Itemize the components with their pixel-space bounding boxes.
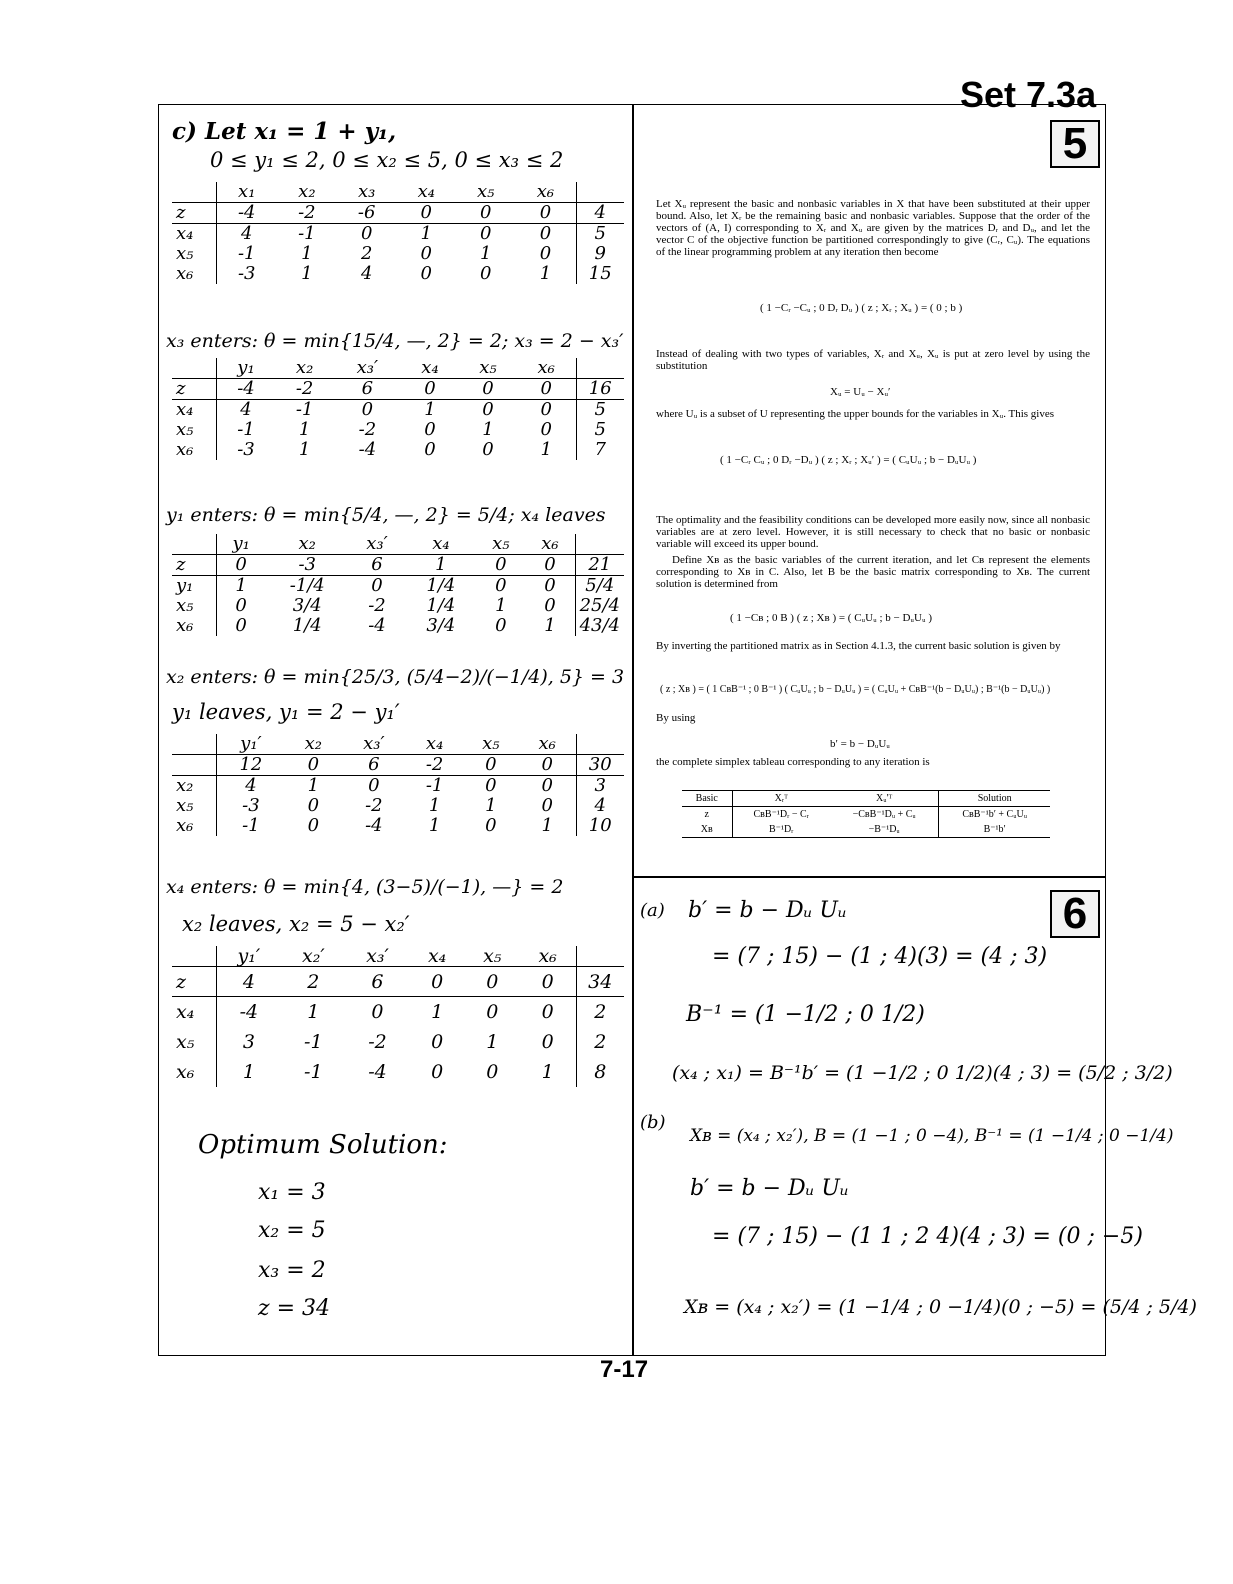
tableau-4 [172,734,624,836]
cell: x₅ [172,244,216,264]
cell: x₁ [216,182,277,203]
printed-equation-6: b′ = b − DᵤUᵤ [830,738,890,750]
cell: x₄ [397,182,456,203]
cell: 7 [576,440,624,460]
cell [172,755,216,776]
cell: 0 [216,555,266,576]
cell: 0 [540,399,552,420]
table-row [172,967,624,997]
cell: z [682,807,732,823]
table-row [172,420,624,440]
problem-6-box [1050,890,1100,938]
table-row [682,791,1050,807]
cell: 0 [495,615,507,636]
step-2-text: y₁ enters: θ = min{5/4, —, 2} = 5/4; x₄ leaves [166,504,606,526]
cell [172,358,216,379]
cell: -4 [216,379,275,400]
cell: 0 [539,223,552,244]
cell: 1 [298,419,311,440]
cell: -1 [237,419,255,440]
cell: 1 [431,1000,444,1023]
cell: y₁ [216,534,266,555]
cell: 0 [371,1000,384,1023]
cell: 0 [479,263,492,284]
cell: 0 [410,967,465,997]
cell: 34 [576,967,624,997]
step-3b-text: y₁ leaves, y₁ = 2 − y₁′ [172,700,400,724]
cell: 0 [456,203,515,224]
table-row [172,1027,624,1057]
tableau-1-header [172,182,624,203]
table-row [172,264,624,284]
cell: 6 [349,555,406,576]
printed-paragraph-4: The optimality and the feasibility conditions can be developed more easily now, since all nonbasic variables are at zero level. However, it is still necessary to check that no basic or nonbasic variable will exceed its upper bound. [656,514,1090,550]
cell: 25/4 [575,596,624,616]
cell: x₄ [410,946,465,967]
table-row [172,997,624,1027]
cell: x₂ [266,534,349,555]
cell: x₆ [172,616,216,636]
cell: 4 [360,263,373,284]
step-3a-text: x₂ enters: θ = min{25/3, (5/4−2)/(−1/4), 5} = 3 [166,666,625,688]
cell: 0 [476,555,525,576]
tableau-4-header [172,734,624,755]
tableau-2-header [172,358,624,379]
cell: 1 [301,243,313,264]
printed-equation-2: Xᵤ = Uᵤ − Xᵤ′ [830,386,891,398]
cell: -2 [358,419,377,440]
cell: 0 [420,243,432,264]
cell: 2 [576,997,624,1027]
table-row [172,224,624,245]
tableau-3 [172,534,624,636]
column-divider [632,104,634,1356]
cell: 1 [428,815,441,836]
cell: x₄ [401,358,459,379]
part-b-line-4: Xʙ = (x₄ ; x₂′) = (1 −1/4 ; 0 −1/4)(0 ; −5) = (5/4 ; 5/4) [684,1296,1197,1318]
cell: 1 [540,439,552,460]
cell: 1/4 [292,615,322,636]
cell: 15 [576,264,624,284]
cell: Basic [682,791,732,807]
cell: x₅ [463,734,519,755]
left-constraints: 0 ≤ y₁ ≤ 2, 0 ≤ x₂ ≤ 5, 0 ≤ x₃ ≤ 2 [210,148,564,172]
set-title: Set 7.3a [960,74,1097,115]
part-b-label: (b) [640,1112,666,1133]
solution-x3: x₃ = 2 [258,1258,326,1283]
cell: −B⁻¹Dᵤ [830,822,939,838]
cell: -2 [368,1030,387,1053]
cell: 1 [486,1030,499,1053]
cell: 0 [431,1030,444,1053]
cell: x₅ [172,420,216,440]
cell: x₆ [172,816,216,836]
printed-paragraph-7: By using [656,712,696,724]
cell: 1 [485,795,497,816]
cell [576,358,624,379]
cell: 1 [307,775,320,796]
cell [576,182,624,203]
cell: x₃′ [345,946,409,967]
cell: 0 [420,263,432,284]
table-row [172,400,624,421]
cell: -2 [406,755,462,776]
cell: x₅ [459,358,517,379]
cell: 0 [525,555,575,576]
cell: 5 [576,224,624,245]
cell: 0 [361,399,374,420]
cell: 0 [520,967,576,997]
cell: 0 [424,419,436,440]
page-number: 7-17 [600,1356,649,1383]
cell: y₁ [216,358,275,379]
cell: x₆ [172,440,216,460]
table-row [172,203,624,224]
cell: x₃′ [334,358,401,379]
cell: 0 [486,1000,499,1023]
cell: 1 [482,419,494,440]
printed-paragraph-6: By inverting the partitioned matrix as in Section 4.1.3, the current basic solution is given by [656,640,1061,652]
cell: 0 [371,575,383,596]
part-b-line-1: Xʙ = (x₄ ; x₂′), B = (1 −1 ; 0 −4), B⁻¹ = (1 −1/4 ; 0 −1/4) [690,1126,1174,1146]
cell: 2 [576,1027,624,1057]
cell: 0 [235,615,247,636]
cell: 4 [576,203,624,224]
solution-x2: x₂ = 5 [258,1218,326,1243]
cell: 1 [301,263,313,284]
cell: 0 [482,439,494,460]
cell: 0 [360,223,373,244]
cell: x₆ [519,734,576,755]
cell: -2 [275,379,333,400]
cell: 6 [341,755,406,776]
cell: -3 [242,795,260,816]
printed-paragraph-3: where Uᵤ is a subset of U representing the upper bounds for the variables in Xᵤ. This gives [656,408,1055,420]
part-a-line-4: (x₄ ; x₁) = B⁻¹b′ = (1 −1/2 ; 0 1/2)(4 ; 3) = (5/2 ; 3/2) [672,1062,1173,1084]
cell: x₃′ [349,534,406,555]
cell [172,946,216,967]
cell: 1 [420,223,432,244]
cell: -3 [237,439,255,460]
cell: x₆ [172,1057,216,1087]
cell: -1 [304,1060,323,1083]
cell: 6 [345,967,409,997]
cell: 3 [576,776,624,797]
cell: y₁′ [216,734,285,755]
printed-tableau [682,790,1050,838]
table-row [172,755,624,776]
table-row [172,440,624,460]
cell: x₂ [275,358,333,379]
cell: 0 [459,379,517,400]
cell: -4 [358,439,377,460]
cell: Xᵣᵀ [732,791,830,807]
cell: 1 [428,795,441,816]
cell: x₅ [476,534,525,555]
cell [576,946,624,967]
cell [172,734,216,755]
cell: 3/4 [426,615,456,636]
problem-6-number: 6 [1062,889,1088,938]
cell: -4 [239,1000,259,1023]
cell: 2 [281,967,345,997]
step-4a-text: x₄ enters: θ = min{4, (3−5)/(−1), —} = 2 [166,876,564,898]
solution-z: z = 34 [258,1296,331,1321]
cell: 43/4 [575,616,624,636]
printed-equation-4: ( 1 −Cʙ ; 0 B ) ( z ; Xʙ ) = ( CᵤUᵤ ; b − DᵤUᵤ ) [730,612,932,624]
table-row [172,576,624,597]
cell: 0 [431,1060,444,1083]
cell [172,534,216,555]
cell: 4 [245,775,257,796]
cell: 0 [285,755,341,776]
cell: x₂ [277,182,337,203]
tableau-3-header [172,534,624,555]
cell: 1 [544,615,556,636]
cell: 0 [397,203,456,224]
cell: 0 [539,243,552,264]
cell: 0 [544,595,556,616]
cell: 0 [479,223,492,244]
cell: 1 [242,1060,255,1083]
cell: x₃ [337,182,397,203]
cell: 3/4 [292,595,322,616]
table-row [172,1057,624,1087]
cell: 0 [463,755,519,776]
part-a-line-3: B⁻¹ = (1 −1/2 ; 0 1/2) [686,1002,925,1027]
cell: 0 [517,379,576,400]
cell: CʙB⁻¹Dᵣ − Cᵣ [753,809,809,820]
cell: 4 [241,223,253,244]
cell: 0 [519,755,576,776]
step-4b-text: x₂ leaves, x₂ = 5 − x₂′ [182,912,410,936]
cell: 21 [575,555,624,576]
cell: z [172,967,216,997]
cell: x₄ [172,400,216,421]
cell: 0 [515,203,576,224]
tableau-5-header [172,946,624,967]
cell: -2 [368,595,386,616]
cell: -1 [242,815,260,836]
cell: x₂ [172,776,216,797]
table-row [172,616,624,636]
printed-equation-5: ( z ; Xʙ ) = ( 1 CʙB⁻¹ ; 0 B⁻¹ ) ( CᵤUᵤ ; b − DᵤUᵤ ) = ( CᵤUᵤ + CʙB⁻¹(b − DᵤUᵤ) ; B⁻¹(b − DᵤUᵤ) ) [660,684,1051,695]
cell: 4 [240,399,252,420]
cell: 0 [544,575,556,596]
cell: -2 [365,795,383,816]
cell: 0 [368,775,380,796]
cell: -4 [365,815,383,836]
cell: x₅ [456,182,515,203]
cell: y₁ [172,576,216,597]
cell: x₄ [405,534,476,555]
optimum-title: Optimum Solution: [198,1130,448,1160]
cell: 0 [541,795,553,816]
cell: 4 [576,796,624,816]
table-row [172,244,624,264]
cell: -1 [425,775,444,796]
cell: x₄ [172,224,216,245]
cell: -1 [298,223,316,244]
cell: 0 [541,1030,554,1053]
cell: 10 [576,816,624,836]
printed-equation-3: ( 1 −Cᵣ Cᵤ ; 0 Dᵣ −Dᵤ ) ( z ; Xᵣ ; Xᵤ′ ) = ( CᵤUᵤ ; b − DᵤUᵤ ) [720,454,977,466]
table-row [172,816,624,836]
cell: 1/4 [426,595,456,616]
tableau-1 [172,182,624,284]
cell: 16 [576,379,624,400]
cell: 0 [401,379,459,400]
cell: 1 [235,575,247,596]
cell: −CʙB⁻¹Dᵤ + Cᵤ [852,809,916,820]
problem-5-box [1050,120,1100,168]
cell: z [172,555,216,576]
cell: 1 [405,555,476,576]
part-b-line-3: = (7 ; 15) − (1 1 ; 2 4)(4 ; 3) = (0 ; −5) [712,1224,1143,1249]
cell: 0 [307,795,320,816]
cell: 0 [540,419,552,440]
cell: 4 [216,967,281,997]
cell: x₅ [172,1027,216,1057]
cell: -4 [368,1060,387,1083]
cell: 0 [486,1060,499,1083]
cell: x₆ [525,534,575,555]
right-section-divider [632,876,1106,878]
cell: Xᵤ′ᵀ [830,791,939,807]
step-1-text: x₃ enters: θ = min{15/4, —, 2} = 2; x₃ = 2 − x₃′ [166,330,624,352]
problem-5-number: 5 [1062,119,1088,168]
cell: 9 [576,244,624,264]
printed-paragraph-5: Define Xʙ as the basic variables of the current iteration, and let Cʙ represent the elements corresponding to Xʙ in C. Also, let B be the basic matrix corresponding to Xʙ. The current solution is determined from [656,554,1090,590]
cell: -1/4 [289,575,325,596]
cell: x₅ [172,796,216,816]
cell [575,534,624,555]
printed-paragraph-2: Instead of dealing with two types of variables, Xᵣ and Xᵤ, Xᵤ is put at zero level by using the substitution [656,348,1090,372]
cell: 1 [541,1060,554,1083]
table-row [682,807,1050,823]
cell: 0 [495,575,507,596]
table-row [172,776,624,797]
cell: 0 [424,439,436,460]
cell: 5/4 [575,576,624,597]
cell: x₆ [520,946,576,967]
printed-paragraph-8: the complete simplex tableau corresponding to any iteration is [656,756,930,768]
part-b-line-2: b′ = b − Dᵤ Uᵤ [690,1176,849,1201]
table-row [682,822,1050,838]
cell: Solution [939,791,1050,807]
cell: 1 [479,243,492,264]
cell: 6 [334,379,401,400]
cell: 12 [216,755,285,776]
cell: -3 [237,263,256,284]
part-a-line-1: b′ = b − Dᵤ Uᵤ [688,898,847,923]
cell: 1 [539,263,552,284]
cell: 0 [482,399,494,420]
cell: x₆ [172,264,216,284]
cell: -6 [337,203,397,224]
cell: 0 [465,967,520,997]
cell: 1 [541,815,553,836]
cell: x₄ [172,997,216,1027]
cell: 0 [235,595,247,616]
cell: x₂ [285,734,341,755]
table-row [172,796,624,816]
cell: -1 [295,399,314,420]
part-a-line-2: = (7 ; 15) − (1 ; 4)(3) = (4 ; 3) [712,944,1048,969]
solution-x1: x₁ = 3 [258,1180,326,1205]
cell: CʙB⁻¹b′ + CᵤUᵤ [939,807,1050,823]
cell: y₁′ [216,946,281,967]
cell: z [172,379,216,400]
cell: x₅ [172,596,216,616]
cell: 2 [360,243,373,264]
cell: 8 [576,1057,624,1087]
cell: -2 [277,203,337,224]
table-row [172,596,624,616]
cell: 5 [576,420,624,440]
cell: -1 [237,243,256,264]
cell: 30 [576,755,624,776]
cell: 0 [307,815,320,836]
left-title: c) Let x₁ = 1 + y₁, [172,118,397,145]
cell: x₂′ [281,946,345,967]
printed-equation-1: ( 1 −Cᵣ −Cᵤ ; 0 Dᵣ Dᵤ ) ( z ; Xᵣ ; Xᵤ ) = ( 0 ; b ) [760,302,963,314]
cell: B⁻¹Dᵣ [732,822,830,838]
cell [172,182,216,203]
cell: -1 [304,1030,323,1053]
tableau-2 [172,358,624,460]
cell: -4 [216,203,277,224]
cell: 0 [541,1000,554,1023]
tableau-5 [172,946,624,1087]
cell: 0 [485,815,497,836]
cell: 1 [307,1000,320,1023]
cell: 0 [485,775,497,796]
cell: x₃′ [341,734,406,755]
part-a-label: (a) [640,900,665,921]
cell: Xʙ [682,822,732,838]
cell: 1 [298,439,311,460]
cell: z [172,203,216,224]
cell: 0 [541,775,553,796]
cell: -4 [368,615,386,636]
cell: 1/4 [426,575,456,596]
cell: 1 [424,399,436,420]
cell: x₄ [406,734,462,755]
printed-paragraph-1: Let Xᵤ represent the basic and nonbasic variables in X that have been substituted at their upper bound. Also, let Xᵣ be the remaining basic and nonbasic variables. Suppose that the order of the vectors of (A, I) corresponding to Xᵣ and Xᵤ are given by the matrices Dᵣ and Dᵤ, and let the vector C of the objective function be partitioned correspondingly to give (Cᵣ, Cᵤ). The equations of the linear programming problem at any iteration then become [656,198,1090,258]
cell: 5 [576,400,624,421]
cell: 3 [242,1030,255,1053]
cell: B⁻¹b′ [939,822,1050,838]
table-row [172,555,624,576]
cell: x₆ [517,358,576,379]
cell: x₆ [515,182,576,203]
table-row [172,379,624,400]
cell: -3 [266,555,349,576]
cell [576,734,624,755]
cell: x₅ [465,946,520,967]
cell: 1 [495,595,507,616]
